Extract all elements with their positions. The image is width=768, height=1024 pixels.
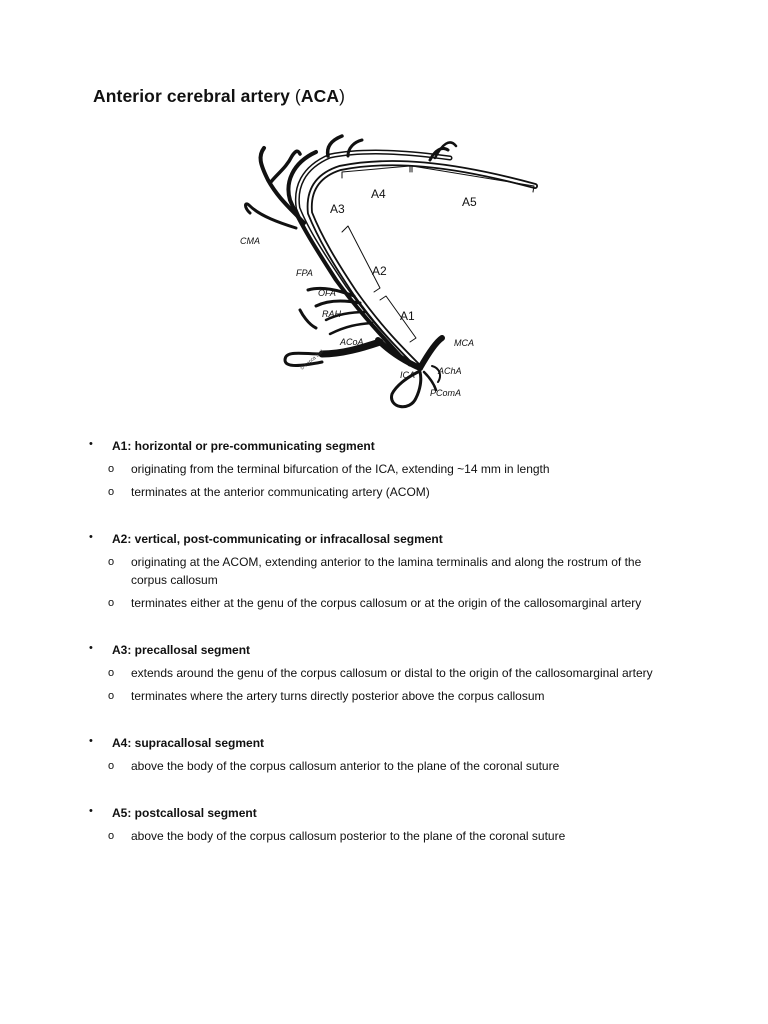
diagram-watermark: © Lecca Sail [299, 348, 325, 372]
bullet-marker: • [89, 531, 93, 543]
aca-diagram-svg [230, 128, 550, 418]
label-a4: A4 [371, 187, 386, 201]
label-mca: MCA [454, 338, 474, 348]
sub-bullet-marker: o [108, 830, 115, 842]
label-ofa: OFA [318, 288, 336, 298]
segment-point: originating from the terminal bifurcation of the ICA, extending ~14 mm in length [131, 462, 550, 476]
segment-heading: A4: supracallosal segment [112, 736, 265, 750]
segment-point: originating at the ACOM, extending anterior to the lamina terminalis and along the rostrum of the corpus callosum [131, 555, 642, 587]
sub-bullet-marker: o [108, 760, 115, 772]
segment-point: above the body of the corpus callosum anterior to the plane of the coronal suture [131, 759, 560, 773]
aca-diagram [230, 128, 550, 418]
segment-heading: A3: precallosal segment [112, 643, 251, 657]
bullet-marker: • [89, 642, 93, 654]
segment-heading: A5: postcallosal segment [112, 806, 257, 820]
sub-bullet-marker: o [108, 486, 115, 498]
label-ica: ICA [400, 370, 416, 380]
segment-heading: A1: horizontal or pre-communicating segment [112, 439, 375, 453]
title-abbreviation: ACA [300, 86, 340, 106]
segment-point: extends around the genu of the corpus callosum or distal to the origin of the callosomarginal artery [131, 666, 653, 680]
label-pcoma: PComA [430, 388, 462, 398]
label-rah: RAH [322, 309, 342, 319]
segment-point: terminates where the artery turns directly posterior above the corpus callosum [131, 689, 545, 703]
title-open-paren: ( [294, 86, 301, 106]
segment-point: terminates at the anterior communicating artery (ACOM) [131, 485, 430, 499]
label-acoa: ACoA [340, 337, 364, 347]
sub-bullet-marker: o [108, 556, 115, 568]
label-a3: A3 [330, 202, 345, 216]
segment-point: terminates either at the genu of the corpus callosum or at the origin of the callosomarginal artery [131, 596, 642, 610]
title-close-paren: ) [339, 86, 345, 106]
label-acha: AChA [438, 366, 462, 376]
bullet-marker: • [89, 805, 93, 817]
sub-bullet-marker: o [108, 690, 115, 702]
label-a5: A5 [462, 195, 477, 209]
label-fpa: FPA [296, 268, 313, 278]
label-a2: A2 [372, 264, 387, 278]
sub-bullet-marker: o [108, 667, 115, 679]
bullet-marker: • [89, 438, 93, 450]
sub-bullet-marker: o [108, 463, 115, 475]
label-a1: A1 [400, 309, 415, 323]
segment-point: above the body of the corpus callosum posterior to the plane of the coronal suture [131, 829, 566, 843]
sub-bullet-marker: o [108, 597, 115, 609]
title-main: Anterior cerebral artery [93, 86, 290, 106]
segment-heading: A2: vertical, post-communicating or infracallosal segment [112, 532, 443, 546]
label-cma: CMA [240, 236, 260, 246]
bullet-marker: • [89, 735, 93, 747]
page-title [93, 86, 345, 107]
